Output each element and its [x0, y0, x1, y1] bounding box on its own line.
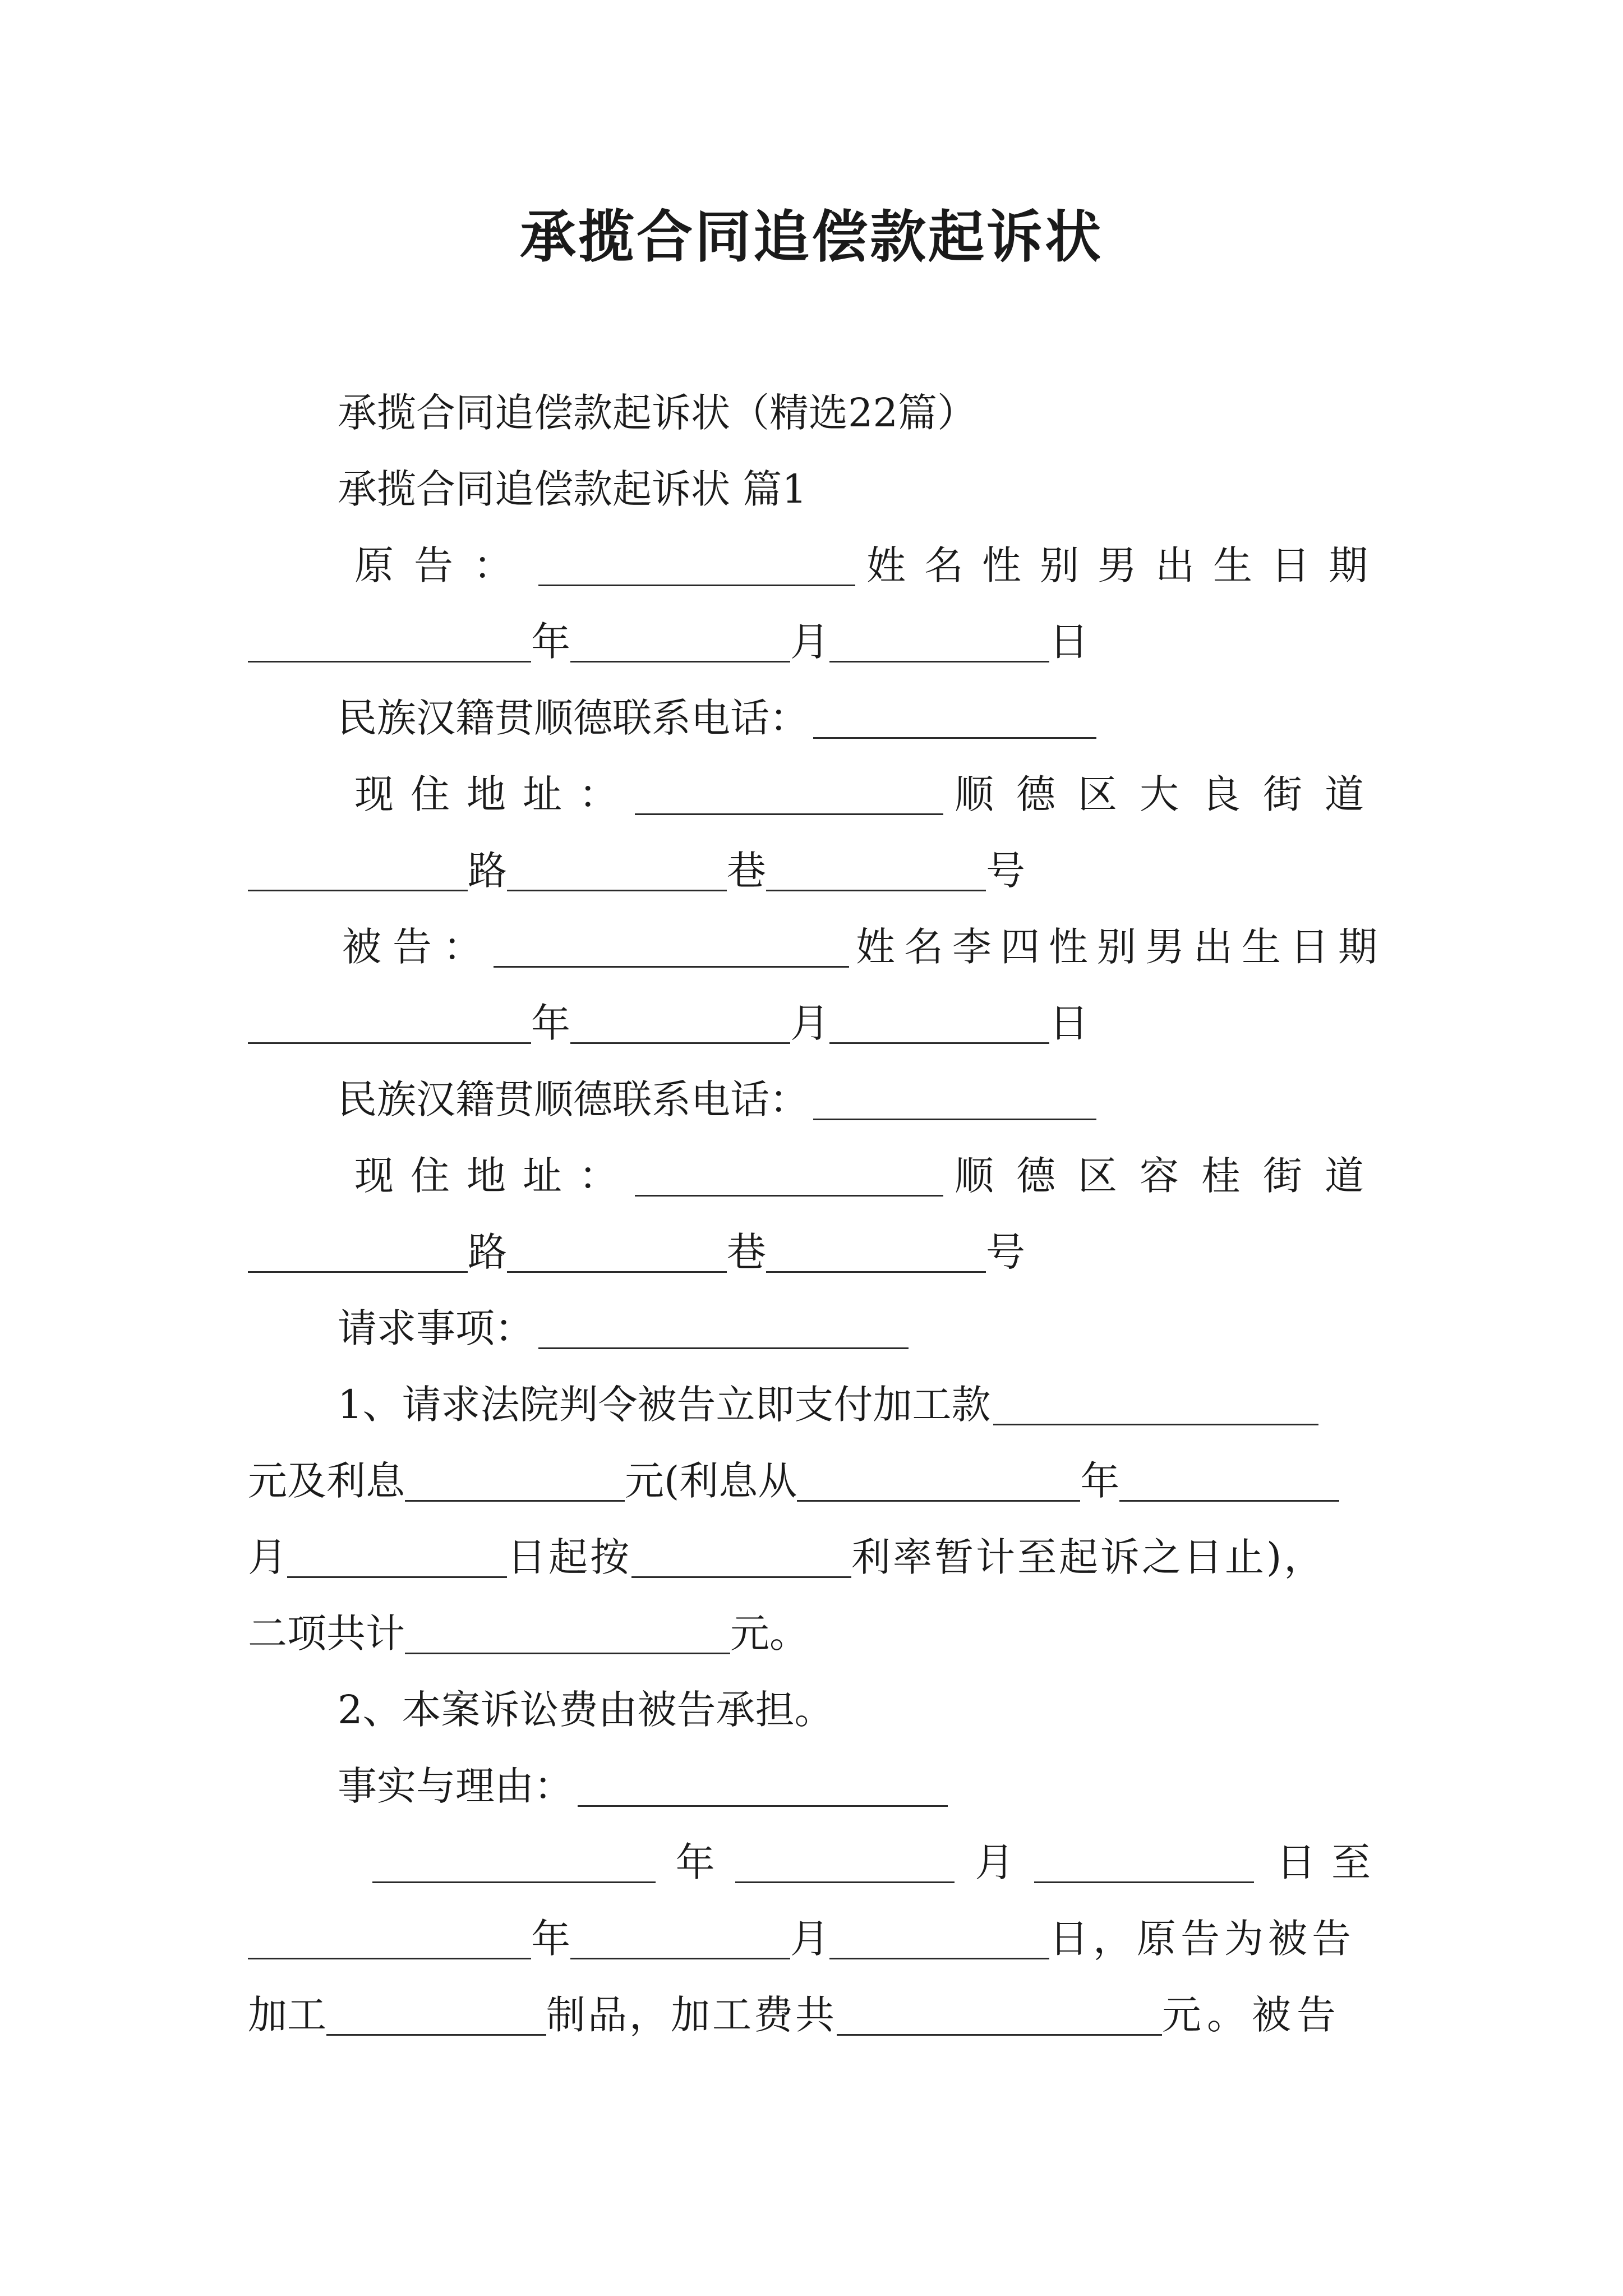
defendant-lane-label: 巷 — [727, 1229, 766, 1275]
total-label: 二项共计 — [248, 1611, 405, 1657]
facts-period-start-line — [248, 1824, 1386, 1901]
end-month-blank — [570, 1923, 790, 1959]
plaintiff-ethnicity-text: 民族汉籍贯顺德联系电话： — [338, 695, 809, 741]
plaintiff-lane-blank — [507, 855, 727, 891]
interest-day-blank — [287, 1542, 507, 1578]
claim-1-total-line — [248, 1595, 1386, 1672]
document-title: 承揽合同追偿款起诉状 — [520, 204, 1103, 270]
subtitle-text: 承揽合同追偿款起诉状（精选22篇） — [338, 390, 977, 436]
defendant-lane-blank — [507, 1236, 727, 1273]
defendant-number-blank — [766, 1236, 986, 1273]
start-month-blank — [735, 1847, 955, 1883]
start-year-blank — [372, 1847, 656, 1883]
start-year-label: 年 — [675, 1839, 715, 1885]
subtitle-line — [248, 375, 1386, 451]
plaintiff-ethnicity-line — [248, 680, 1386, 756]
plaintiff-birth-year-blank — [248, 626, 531, 662]
end-day-text: 日，原告为被告 — [1049, 1916, 1355, 1962]
defendant-birth-day-blank — [829, 1007, 1049, 1044]
plaintiff-phone-blank — [813, 702, 1096, 739]
interest-amount-blank — [405, 1465, 625, 1502]
facts-processing-line — [248, 1977, 1386, 2053]
defendant-road-label: 路 — [468, 1229, 507, 1275]
interest-month-label: 月 — [248, 1534, 287, 1580]
plaintiff-road-blank — [248, 855, 468, 891]
end-year-label: 年 — [531, 1916, 570, 1962]
plaintiff-label: 原告： — [354, 542, 533, 588]
facts-heading-line — [248, 1748, 1386, 1824]
plaintiff-number-blank — [766, 855, 986, 891]
total-unit-label: 元。 — [730, 1611, 809, 1657]
plaintiff-year-label: 年 — [531, 619, 570, 665]
claim-2-text: 2、本案诉讼费由被告承担。 — [338, 1687, 834, 1733]
plaintiff-month-label: 月 — [790, 619, 829, 665]
plaintiff-number-label: 号 — [986, 848, 1025, 894]
end-day-blank — [829, 1923, 1049, 1959]
start-day-label: 日至 — [1276, 1839, 1387, 1885]
product-blank — [326, 1999, 546, 2036]
interest-year-blank — [797, 1465, 1080, 1502]
plaintiff-birth-month-blank — [570, 626, 790, 662]
product-text: 制品，加工费共 — [546, 1992, 837, 2038]
defendant-number-label: 号 — [986, 1229, 1025, 1275]
defendant-address-line — [248, 1138, 1386, 1214]
plaintiff-street-line — [248, 832, 1386, 909]
defendant-day-label: 日 — [1049, 1000, 1089, 1046]
plaintiff-address-blank — [635, 779, 943, 815]
start-month-label: 月 — [975, 1839, 1015, 1885]
defendant-ethnicity-line — [248, 1061, 1386, 1138]
defendant-address-blank — [635, 1160, 943, 1197]
plaintiff-birthdate-line — [248, 604, 1386, 680]
defendant-street-line — [248, 1214, 1386, 1290]
end-year-blank — [248, 1923, 531, 1959]
claim-1-line — [248, 1366, 1386, 1443]
defendant-phone-blank — [813, 1084, 1096, 1120]
plaintiff-road-label: 路 — [468, 848, 507, 894]
claim-1-interest-line — [248, 1443, 1386, 1519]
defendant-line — [248, 909, 1386, 985]
plaintiff-day-label: 日 — [1049, 619, 1089, 665]
claims-heading-line — [248, 1290, 1386, 1366]
interest-from-label: 元(利息从 — [625, 1458, 797, 1504]
defendant-address-label: 现住地址： — [354, 1153, 635, 1199]
interest-month-blank — [1119, 1465, 1339, 1502]
plaintiff-name-blank — [538, 550, 855, 586]
plaintiff-lane-label: 巷 — [727, 848, 766, 894]
processing-label: 加工 — [248, 1992, 326, 2038]
plaintiff-info-text: 姓名性别男出生日期 — [866, 542, 1386, 588]
processing-fee-blank — [993, 1389, 1318, 1425]
defendant-birthdate-line — [248, 985, 1386, 1061]
interest-rate-text: 利率暂计至起诉之日止)， — [851, 1534, 1326, 1580]
plaintiff-line — [248, 527, 1386, 604]
section-heading-line — [248, 451, 1386, 527]
fee-unit-text: 元。被告 — [1162, 1992, 1341, 2038]
defendant-birth-year-blank — [248, 1007, 531, 1044]
total-amount-blank — [405, 1618, 730, 1654]
facts-heading-text: 事实与理由： — [338, 1763, 573, 1809]
defendant-name-blank — [494, 931, 849, 968]
plaintiff-address-line — [248, 756, 1386, 832]
interest-label: 元及利息 — [248, 1458, 405, 1504]
start-day-blank — [1034, 1847, 1254, 1883]
facts-blank — [578, 1770, 948, 1807]
defendant-road-blank — [248, 1236, 468, 1273]
plaintiff-birth-day-blank — [829, 626, 1049, 662]
fee-total-blank — [837, 1999, 1162, 2036]
section-heading-text: 承揽合同追偿款起诉状 篇1 — [338, 466, 807, 512]
plaintiff-address-text: 顺德区大良街道 — [955, 771, 1386, 817]
plaintiff-address-label: 现住地址： — [354, 771, 635, 817]
defendant-ethnicity-text: 民族汉籍贯顺德联系电话： — [338, 1076, 809, 1122]
defendant-year-label: 年 — [531, 1000, 570, 1046]
interest-day-label: 日起按 — [507, 1534, 631, 1580]
defendant-info-text: 姓名李四性别男出生日期 — [856, 924, 1386, 970]
interest-rate-blank — [631, 1542, 851, 1578]
facts-period-end-line — [248, 1901, 1386, 1977]
claim-1-text: 1、请求法院判令被告立即支付加工款 — [338, 1382, 991, 1428]
claim-1-rate-line — [248, 1519, 1386, 1595]
claims-blank — [538, 1313, 909, 1349]
defendant-month-label: 月 — [790, 1000, 829, 1046]
claim-2-line — [248, 1672, 1386, 1748]
defendant-address-text: 顺德区容桂街道 — [955, 1153, 1386, 1199]
end-month-label: 月 — [790, 1916, 829, 1962]
defendant-birth-month-blank — [570, 1007, 790, 1044]
claims-heading-text: 请求事项： — [338, 1305, 534, 1351]
defendant-label: 被告： — [342, 924, 494, 970]
interest-year-label: 年 — [1080, 1458, 1120, 1504]
